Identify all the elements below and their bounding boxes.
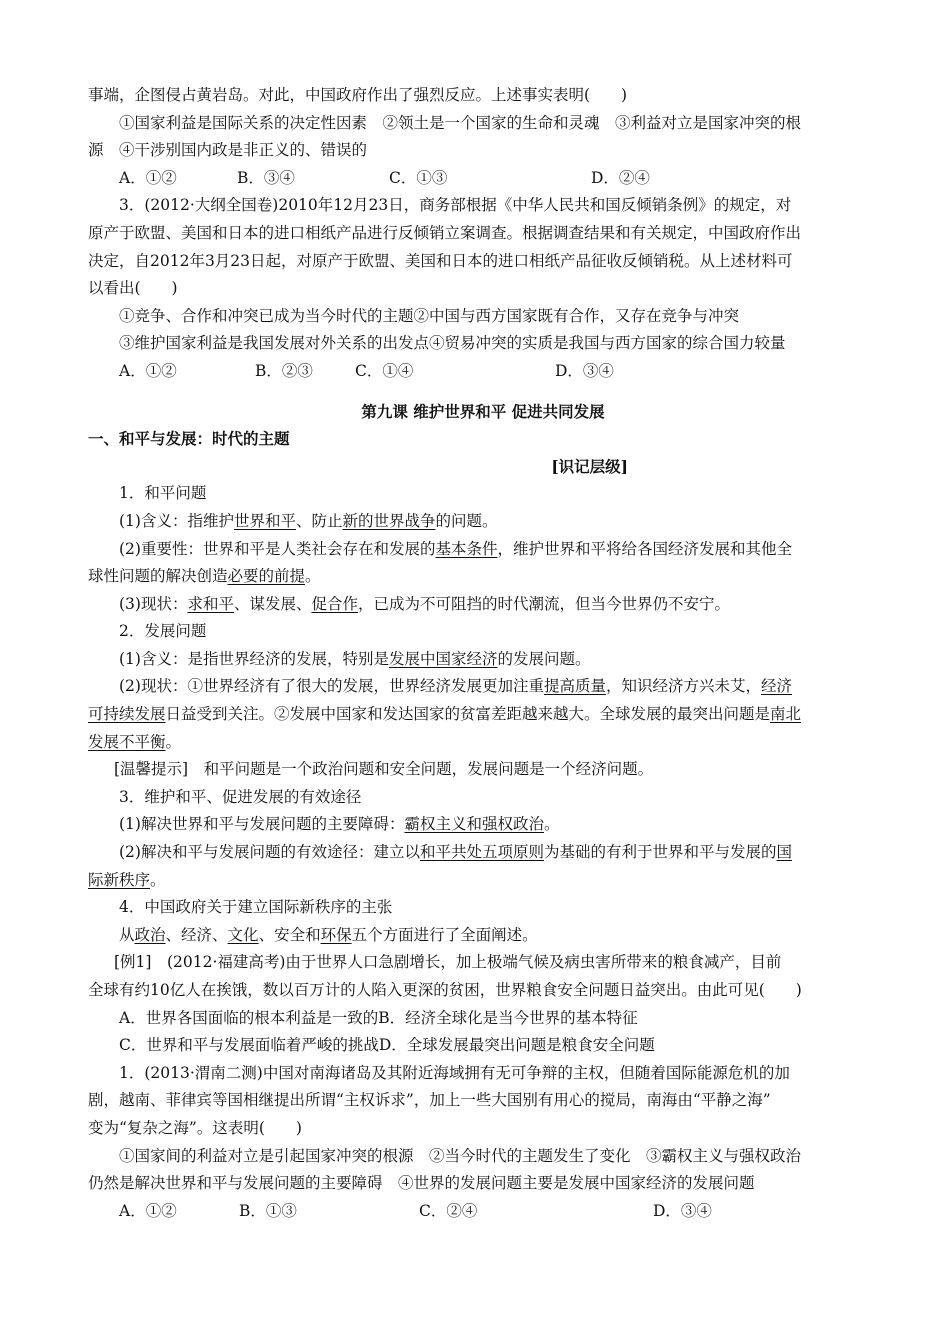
option-c: C．②④ bbox=[419, 1201, 478, 1220]
text: (2)重要性：世界和平是人类社会存在和发展的 bbox=[119, 539, 436, 558]
text: 。 bbox=[543, 815, 560, 834]
document-content bbox=[88, 82, 878, 1225]
option-a: A．①② bbox=[119, 1201, 177, 1220]
question-2-stem: 事端，企图侵占黄岩岛。对此，中国政府作出了强烈反应。上述事实表明( ) bbox=[88, 86, 628, 104]
text: 、防止 bbox=[295, 511, 343, 530]
question-1-statement-2: 仍然是解决世界和平与发展问题的主要障碍 ④世界的发展问题主要是发展中国家经济的发展问题 bbox=[88, 1174, 755, 1193]
order-heading: 4．中国政府关于建立国际新秩序的主张 bbox=[119, 898, 393, 917]
development-current bbox=[88, 673, 878, 701]
keyword: 必要的前提 bbox=[227, 567, 306, 586]
question-3-stem-3: 决定，自2012年3月23日起，对原产于欧盟、美国和日本的进口相纸产品征收反倾销税。从上述材料可 bbox=[88, 251, 793, 270]
text: (2)解决和平与发展问题的有效途径：建立以 bbox=[119, 843, 420, 862]
development-heading: 2．发展问题 bbox=[119, 622, 207, 641]
keyword: 基本条件 bbox=[435, 539, 498, 558]
question-1-options bbox=[88, 1198, 878, 1226]
path-way-cont bbox=[88, 867, 878, 895]
keyword: 发展不平衡 bbox=[88, 732, 166, 751]
text: 从 bbox=[119, 925, 135, 944]
lesson-title: 第九课 维护世界和平 促进共同发展 bbox=[361, 401, 605, 421]
peace-definition bbox=[88, 508, 878, 536]
path-heading: 3．维护和平、促进发展的有效途径 bbox=[119, 787, 362, 806]
option-c: C．①④ bbox=[355, 361, 414, 380]
keyword: 可持续发展 bbox=[88, 705, 166, 724]
question-1-stem: 1．(2013·渭南二测)中国对南海诸岛及其附近海域拥有无可争辩的主权，但随着国际能源危机的加 bbox=[119, 1063, 790, 1082]
path-obstacle bbox=[88, 811, 878, 839]
text: ，已成为不可阻挡的时代潮流，但当今世界仍不安宁。 bbox=[358, 594, 731, 613]
peace-importance bbox=[88, 536, 878, 564]
text: 球性问题的解决创造 bbox=[88, 567, 228, 586]
option-d: D．③④ bbox=[555, 361, 614, 380]
text: (1)含义：指维护 bbox=[119, 511, 234, 530]
option-d: D．③④ bbox=[653, 1201, 712, 1220]
question-3-options bbox=[88, 358, 878, 386]
path-way bbox=[88, 839, 878, 867]
keyword: 发展中国家经济 bbox=[388, 649, 498, 668]
text: 的问题。 bbox=[435, 511, 498, 530]
question-2-statements-cont: 源 ④干涉别国内政是非正义的、错误的 bbox=[88, 141, 368, 160]
keyword: 求和平 bbox=[187, 594, 234, 613]
question-3-stem: 3．(2012·大纲全国卷)2010年12月23日，商务部根据《中华人民共和国反倾销条例》的规定，对 bbox=[119, 196, 792, 215]
example-1-options-cd: C．世界和平与发展面临着严峻的挑战D．全球发展最突出问题是粮食安全问题 bbox=[119, 1036, 655, 1055]
option-c: C．①③ bbox=[389, 168, 448, 187]
question-3-statement-1: ①竞争、合作和冲突已成为当今时代的主题②中国与西方国家既有合作，又存在竞争与冲突 bbox=[119, 306, 740, 325]
order-content bbox=[88, 922, 878, 950]
question-1-stem-2: 剧，越南、菲律宾等国相继提出所谓“主权诉求”，加上一些大国别有用心的搅局，南海由“平静之海” bbox=[88, 1091, 771, 1110]
question-3-stem-4: 以看出( ) bbox=[88, 279, 178, 298]
question-3-statement-2: ③维护国家利益是我国发展对外关系的出发点④贸易冲突的实质是我国与西方国家的综合国力较量 bbox=[119, 334, 786, 353]
keyword: 霸权主义和强权政治 bbox=[404, 815, 544, 834]
peace-heading: 1．和平问题 bbox=[119, 484, 207, 503]
question-2-options bbox=[88, 165, 878, 193]
development-current-cont bbox=[88, 701, 878, 729]
text: (3)现状： bbox=[119, 594, 188, 613]
section-heading: 一、和平与发展：时代的主题 bbox=[88, 429, 290, 449]
keyword: 经济 bbox=[761, 677, 793, 696]
peace-importance-cont bbox=[88, 563, 878, 591]
keyword: 和平共处五项原则 bbox=[419, 843, 544, 862]
option-b: B．③④ bbox=[237, 168, 295, 187]
text: 五个方面进行了全面阐述。 bbox=[351, 925, 538, 944]
question-1-statement-1: ①国家间的利益对立是引起国家冲突的根源 ②当今时代的主题发生了变化 ③霸权主义与强权政治 bbox=[119, 1146, 802, 1165]
keyword: 提高质量 bbox=[543, 677, 606, 696]
example-1-stem-2: 全球有约10亿人在挨饿，数以百万计的人陷入更深的贫困，世界粮食安全问题日益突出。由此可见( ) bbox=[88, 981, 802, 999]
peace-current bbox=[88, 591, 878, 619]
option-a: A．①② bbox=[119, 361, 177, 380]
text: 、经济、 bbox=[165, 925, 228, 944]
text: (1)解决世界和平与发展问题的主要障碍： bbox=[119, 815, 405, 834]
keyword: 世界和平 bbox=[233, 511, 296, 530]
keyword: 文化 bbox=[227, 925, 259, 944]
keyword: 南北 bbox=[770, 705, 802, 724]
text: 。 bbox=[305, 567, 321, 586]
keyword: 政治 bbox=[134, 925, 166, 944]
keyword: 促合作 bbox=[311, 594, 359, 613]
question-2-statements: ①国家利益是国际关系的决定性因素 ②领土是一个国家的生命和灵魂 ③利益对立是国家冲突的根 bbox=[119, 113, 802, 132]
keyword: 环保 bbox=[320, 925, 352, 944]
option-b: B．①③ bbox=[239, 1201, 297, 1220]
option-b: B．②③ bbox=[255, 361, 313, 380]
text: (1)含义：是指世界经济的发展，特别是 bbox=[119, 649, 389, 668]
development-current-cont-2 bbox=[88, 729, 878, 757]
development-definition bbox=[88, 646, 878, 674]
option-a: A．①② bbox=[119, 168, 177, 187]
tip-note: [温馨提示] 和平问题是一个政治问题和安全问题，发展问题是一个经济问题。 bbox=[114, 760, 654, 779]
text: 。 bbox=[165, 732, 182, 751]
level-label: [识记层级] bbox=[551, 456, 628, 476]
text: 、安全和 bbox=[258, 925, 321, 944]
text: 的发展问题。 bbox=[497, 649, 591, 668]
example-1-options-ab: A．世界各国面临的根本利益是一致的B．经济全球化是当今世界的基本特征 bbox=[119, 1008, 638, 1027]
text: 为基础的有利于世界和平与发展的 bbox=[543, 843, 777, 862]
question-1-stem-3: 变为“复杂之海”。这表明( ) bbox=[88, 1118, 302, 1137]
text: 、谋发展、 bbox=[233, 594, 312, 613]
keyword: 际新秩序 bbox=[88, 870, 151, 889]
text: 。 bbox=[150, 870, 166, 889]
text: 日益受到关注。②发展中国家和发达国家的贫富差距越来越大。全球发展的最突出问题是 bbox=[165, 705, 771, 724]
text: ，维护世界和平将给各国经济发展和其他全 bbox=[497, 539, 792, 558]
example-1-stem: [例1] (2012·福建高考)由于世界人口急剧增长，加上极端气候及病虫害所带来的粮食减产，目前 bbox=[114, 953, 782, 972]
keyword: 国 bbox=[776, 843, 793, 862]
keyword: 新的世界战争 bbox=[342, 511, 436, 530]
text: ，知识经济方兴未艾， bbox=[605, 677, 761, 696]
text: (2)现状：①世界经济有了很大的发展，世界经济发展更加注重 bbox=[119, 677, 544, 696]
option-d: D．②④ bbox=[591, 168, 650, 187]
question-3-stem-2: 原产于欧盟、美国和日本的进口相纸产品进行反倾销立案调查。根据调查结果和有关规定，中国政府作出 bbox=[88, 223, 802, 242]
